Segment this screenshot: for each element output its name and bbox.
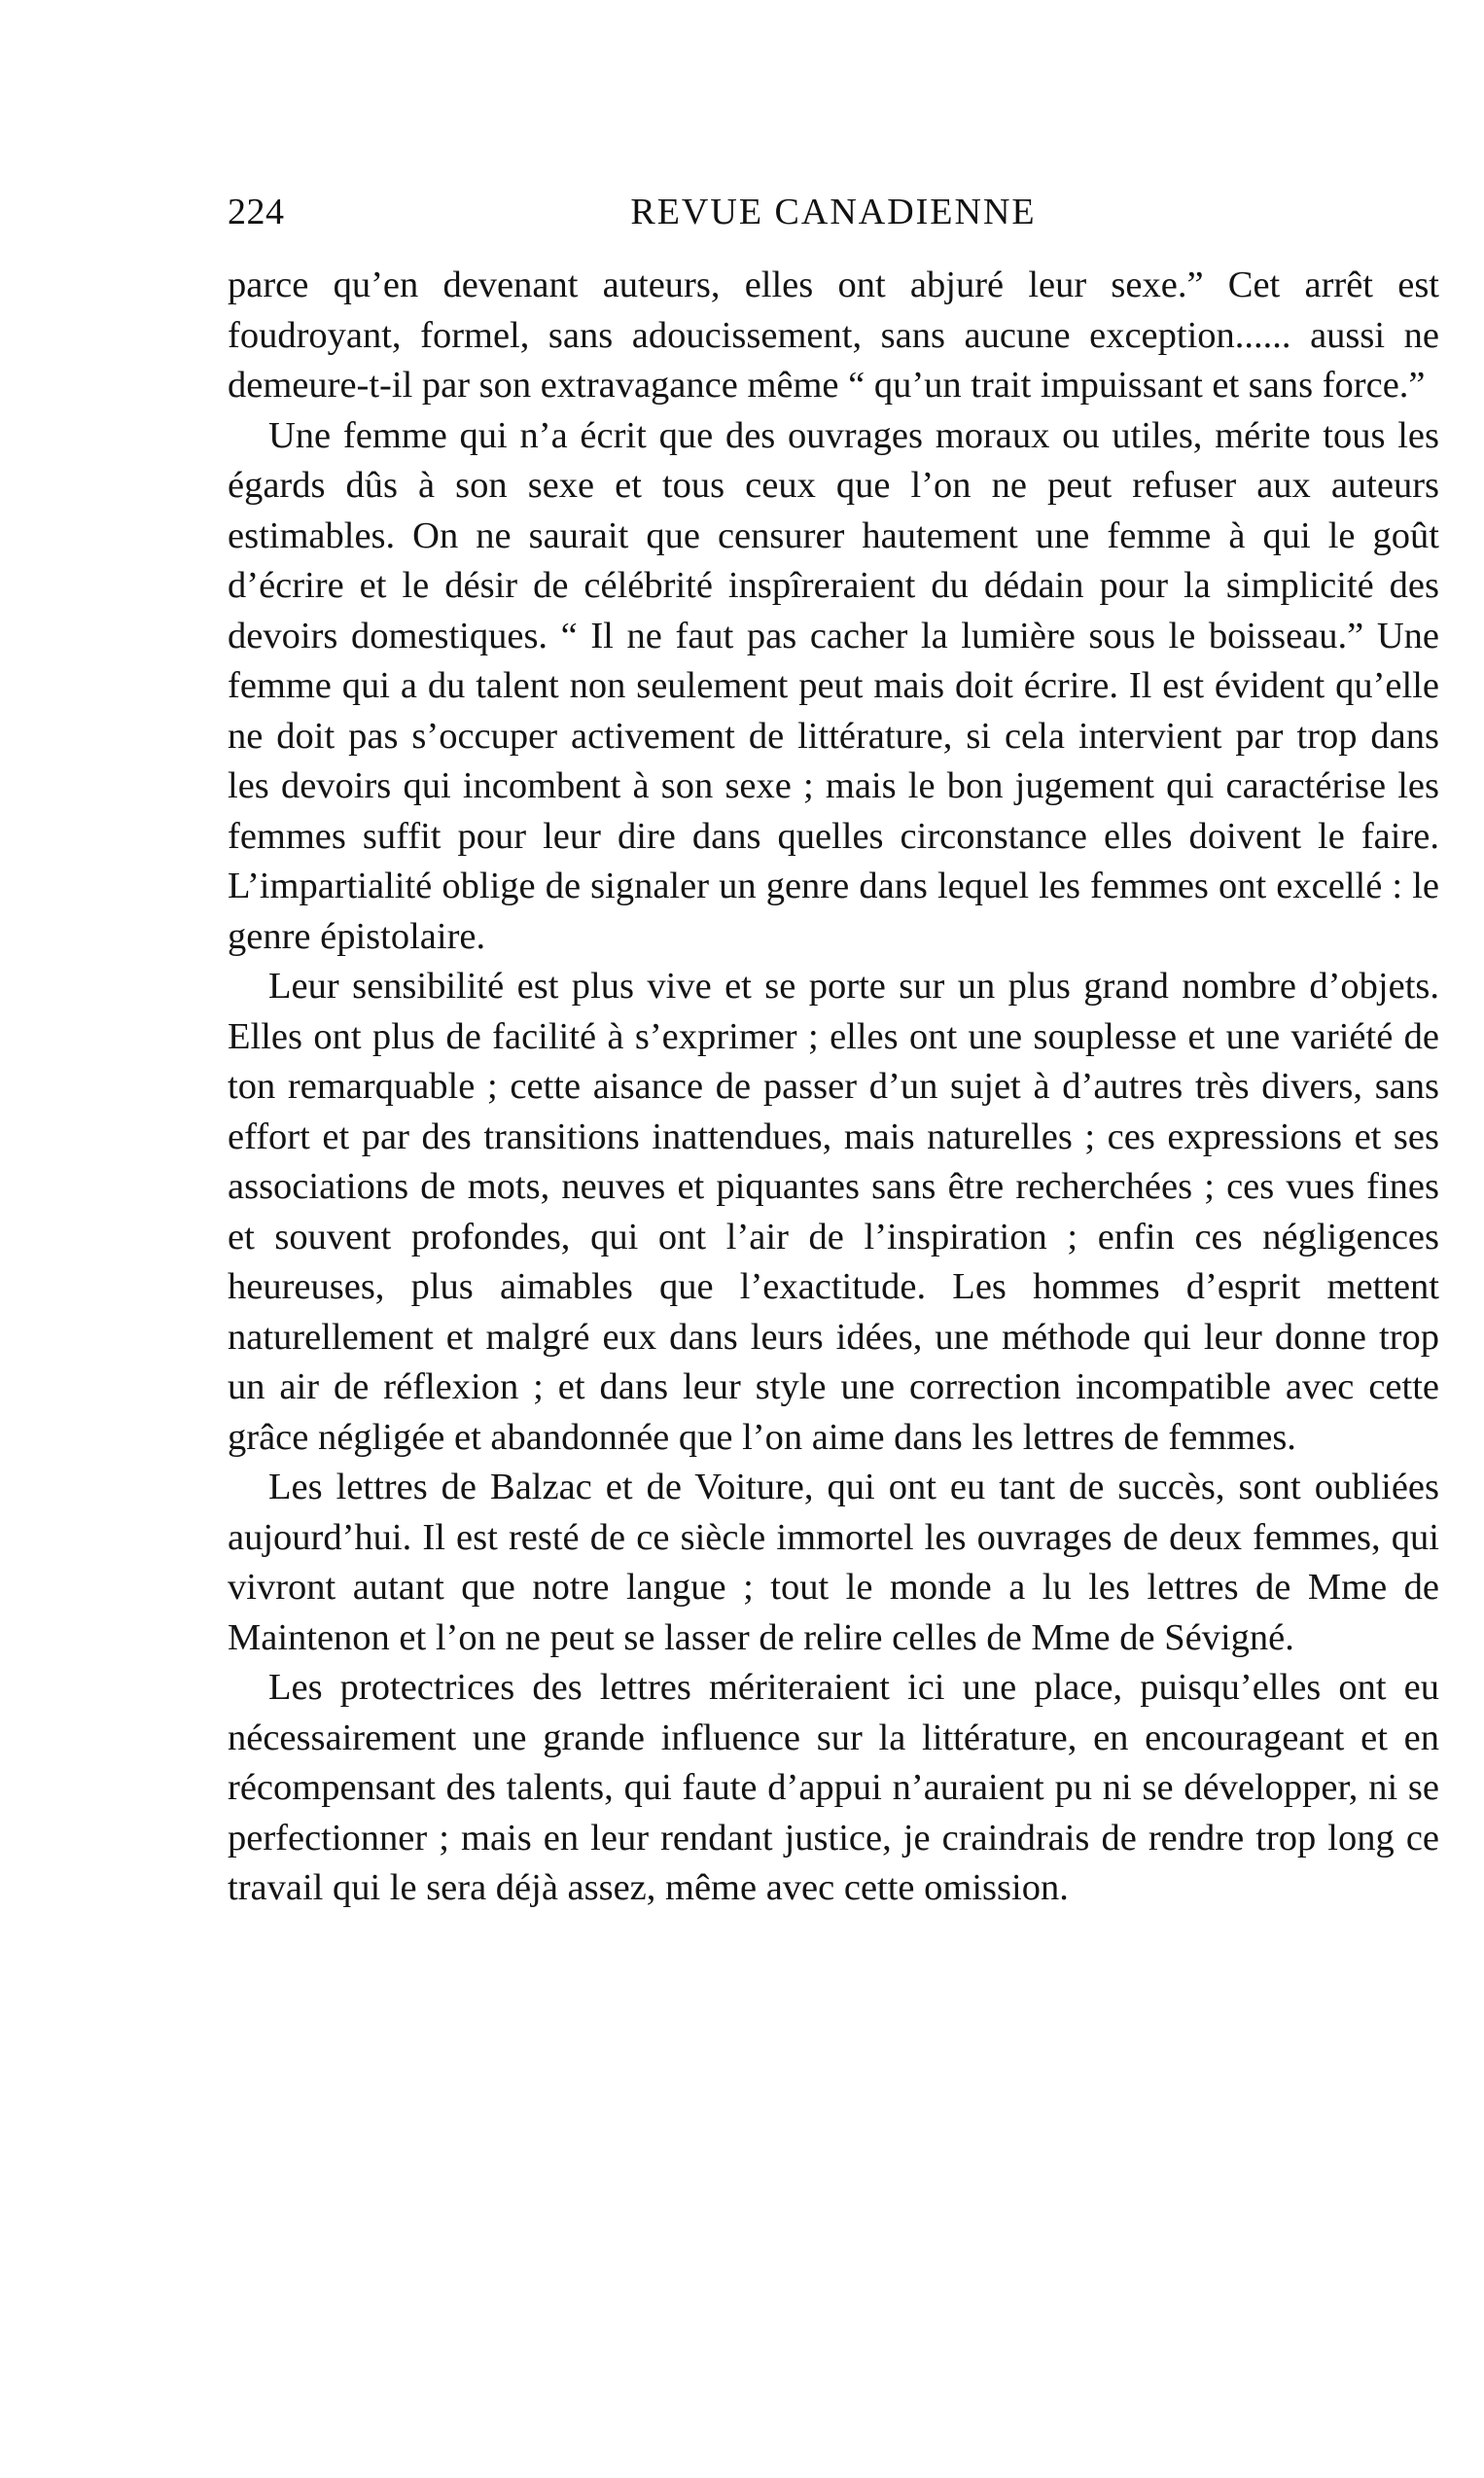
running-head [228, 183, 1439, 241]
paragraph-protectrices: Les protectrices des lettres mériteraient ici une place, puisqu’elles ont eu nécessairement une grande influence sur la littérature, en encourageant et en récompensant des talents, qui faute d’appui n’auraient pu ni se développer, ni se perfectionner ; mais en leur rendant justice, je craindrais de rendre trop long ce travail qui le sera déjà assez, même avec cette omission. [228, 1667, 1439, 1908]
paragraph-continued: parce qu’en devenant auteurs, elles ont abjuré leur sexe.” Cet arrêt est foudroyant, formel, sans adoucissement, sans aucune exception...... aussi ne demeure-t-il par son extravagance même “ qu’un trait impuissant et sans force.” [228, 265, 1439, 406]
paragraph-sensibility: Leur sensibilité est plus vive et se porte sur un plus grand nombre d’objets. Elles ont plus de facilité à s’exprimer ; elles ont une souplesse et une variété de ton remarquable ; cette aisance de passer d’un sujet à d’autres très divers, sans effort et par des transitions inattendues, mais naturelles ; ces expressions et ses associations de mots, neuves et piquantes sans être recherchées ; ces vues fines et souvent profondes, qui ont l’air de l’inspiration ; enfin ces négligences heureuses, plus aimables que l’exactitude. Les hommes d’esprit mettent naturellement et malgré eux dans leurs idées, une méthode qui leur donne trop un air de réflexion ; et dans leur style une correction incompatible avec cette grâce négligée et abandonnée que l’on aime dans les lettres de femmes. [228, 966, 1439, 1458]
body-text [228, 261, 1439, 1914]
journal-title: REVUE CANADIENNE [630, 192, 1037, 232]
paragraph-women-writers: Une femme qui n’a écrit que des ouvrages moraux ou utiles, mérite tous les égards dûs à son sexe et tous ceux que l’on ne peut refuser aux auteurs estimables. On ne saurait que censurer hautement une femme à qui le goût d’écrire et le désir de célébrité inspîreraient du dédain pour la simplicité des devoirs domestiques. “ Il ne faut pas cacher la lumière sous le boisseau.” Une femme qui a du talent non seulement peut mais doit écrire. Il est évident qu’elle ne doit pas s’occuper activement de littérature, si cela intervient par trop dans les devoirs qui incombent à son sexe ; mais le bon jugement qui caractérise les femmes suffit pour leur dire dans quelles circonstance elles doivent le faire. L’impartialité oblige de signaler un genre dans lequel les femmes ont excellé : le genre épistolaire. [228, 414, 1439, 957]
page-number: 224 [228, 192, 285, 232]
paragraph-balzac-voiture: Les lettres de Balzac et de Voiture, qui ont eu tant de succès, sont oubliées aujourd’hui. Il est resté de ce siècle immortel les ouvrages de deux femmes, qui vivront autant que notre langue ; tout le monde a lu les lettres de Mme de Maintenon et l’on ne peut se lasser de relire celles de Mme de Sévigné. [228, 1467, 1439, 1658]
